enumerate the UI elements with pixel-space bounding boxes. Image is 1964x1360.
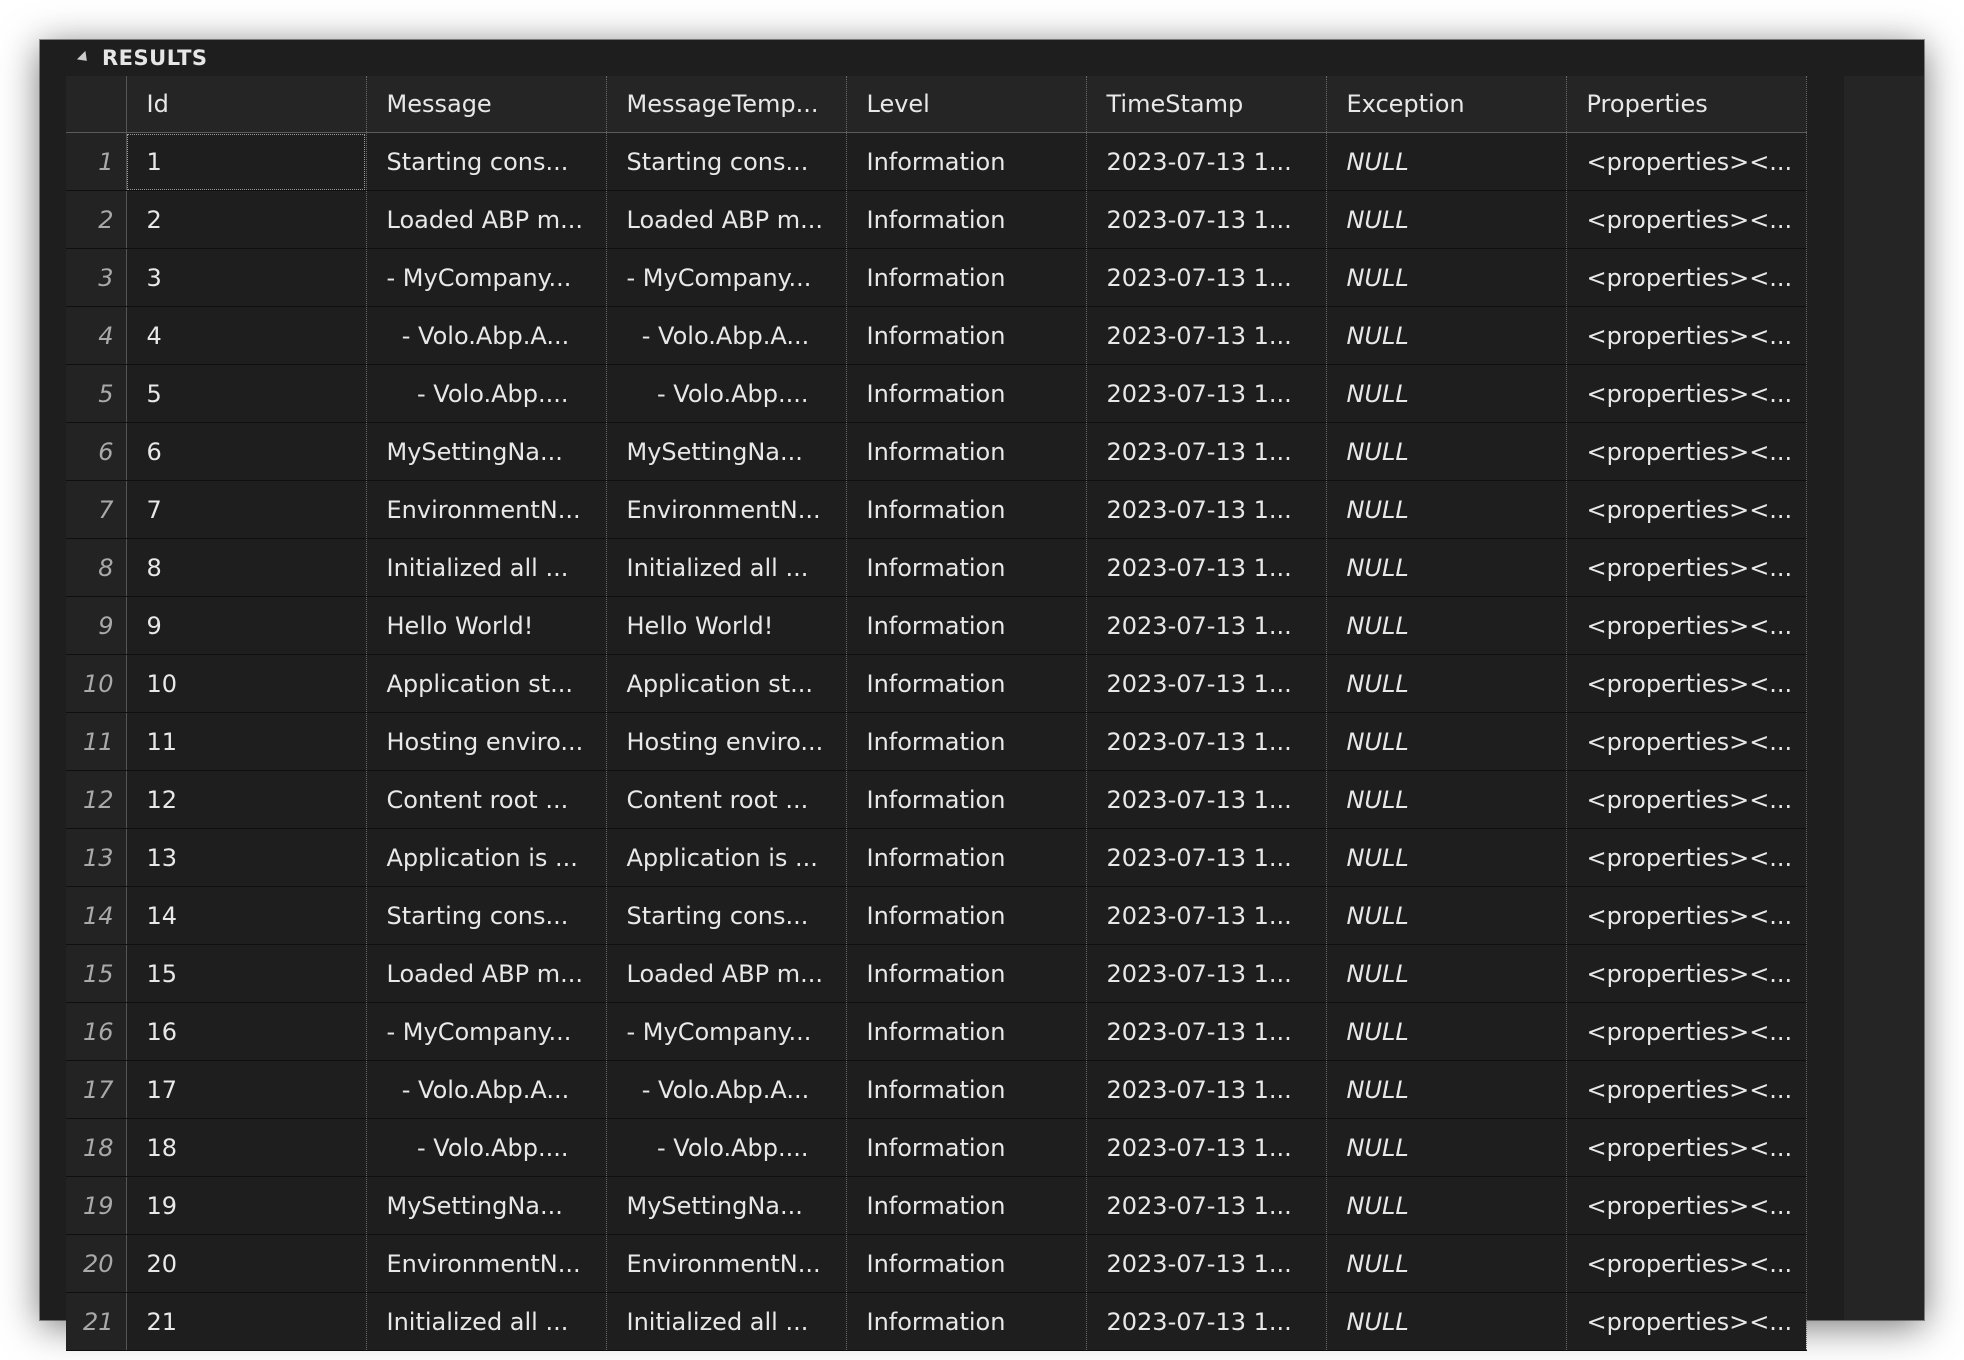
cell-level[interactable]: Information	[846, 1061, 1086, 1119]
table-row[interactable]	[66, 713, 1806, 771]
cell-exception[interactable]: NULL	[1326, 1003, 1566, 1061]
column-header-message[interactable]: Message	[366, 76, 606, 133]
table-row[interactable]	[66, 1235, 1806, 1293]
cell-messagetemplate[interactable]: - Volo.Abp.A...	[606, 307, 846, 365]
row-number-cell: 3	[66, 249, 126, 307]
collapse-caret-icon[interactable]	[77, 51, 91, 65]
table-row[interactable]	[66, 1293, 1806, 1351]
row-number-header	[66, 76, 126, 133]
cell-level[interactable]: Information	[846, 713, 1086, 771]
cell-timestamp[interactable]: 2023-07-13 1...	[1086, 191, 1326, 249]
cell-id[interactable]: 20	[126, 1235, 366, 1293]
cell-id[interactable]: 18	[126, 1119, 366, 1177]
cell-timestamp[interactable]: 2023-07-13 1...	[1086, 1119, 1326, 1177]
cell-properties[interactable]: <properties><...	[1566, 423, 1806, 481]
cell-level[interactable]: Information	[846, 1235, 1086, 1293]
cell-messagetemplate[interactable]: Hello World!	[606, 597, 846, 655]
cell-message[interactable]: Hello World!	[366, 597, 606, 655]
cell-messagetemplate[interactable]: - Volo.Abp....	[606, 1119, 846, 1177]
cell-exception[interactable]: NULL	[1326, 307, 1566, 365]
cell-timestamp[interactable]: 2023-07-13 1...	[1086, 1293, 1326, 1351]
cell-exception[interactable]: NULL	[1326, 481, 1566, 539]
cell-timestamp[interactable]: 2023-07-13 1...	[1086, 365, 1326, 423]
cell-timestamp[interactable]: 2023-07-13 1...	[1086, 249, 1326, 307]
cell-id[interactable]: 10	[126, 655, 366, 713]
row-number-cell: 19	[66, 1177, 126, 1235]
cell-level[interactable]: Information	[846, 597, 1086, 655]
cell-message[interactable]: Initialized all ...	[366, 539, 606, 597]
cell-id[interactable]: 16	[126, 1003, 366, 1061]
cell-id[interactable]: 9	[126, 597, 366, 655]
cell-timestamp[interactable]: 2023-07-13 1...	[1086, 713, 1326, 771]
cell-message[interactable]: Application st...	[366, 655, 606, 713]
table-row[interactable]	[66, 133, 1806, 191]
cell-properties[interactable]: <properties><...	[1566, 887, 1806, 945]
results-window	[40, 40, 1924, 1336]
row-number-cell: 10	[66, 655, 126, 713]
row-number-cell: 14	[66, 887, 126, 945]
cell-exception[interactable]: NULL	[1326, 365, 1566, 423]
column-header-properties[interactable]: Properties	[1566, 76, 1806, 133]
cell-exception[interactable]: NULL	[1326, 829, 1566, 887]
cell-level[interactable]: Information	[846, 481, 1086, 539]
cell-exception[interactable]: NULL	[1326, 249, 1566, 307]
cell-properties[interactable]: <properties><...	[1566, 1061, 1806, 1119]
cell-level[interactable]: Information	[846, 887, 1086, 945]
cell-properties[interactable]: <properties><...	[1566, 597, 1806, 655]
cell-messagetemplate[interactable]: - Volo.Abp....	[606, 365, 846, 423]
row-number-cell: 13	[66, 829, 126, 887]
row-number-cell: 7	[66, 481, 126, 539]
cell-messagetemplate[interactable]: MySettingNa...	[606, 1177, 846, 1235]
cell-messagetemplate[interactable]: Loaded ABP m...	[606, 191, 846, 249]
row-number-cell: 17	[66, 1061, 126, 1119]
cell-properties[interactable]: <properties><...	[1566, 481, 1806, 539]
column-header-exception[interactable]: Exception	[1326, 76, 1566, 133]
column-header-timestamp[interactable]: TimeStamp	[1086, 76, 1326, 133]
table-row[interactable]	[66, 249, 1806, 307]
cell-messagetemplate[interactable]: Initialized all ...	[606, 1293, 846, 1351]
table-row[interactable]	[66, 655, 1806, 713]
cell-level[interactable]: Information	[846, 249, 1086, 307]
cell-message[interactable]: Initialized all ...	[366, 1293, 606, 1351]
row-number-cell: 9	[66, 597, 126, 655]
cell-message[interactable]: Content root ...	[366, 771, 606, 829]
cell-exception[interactable]: NULL	[1326, 1177, 1566, 1235]
cell-messagetemplate[interactable]: Hosting enviro...	[606, 713, 846, 771]
cell-messagetemplate[interactable]: Initialized all ...	[606, 539, 846, 597]
cell-message[interactable]: - Volo.Abp.A...	[366, 1061, 606, 1119]
row-number-cell: 1	[66, 133, 126, 191]
cell-timestamp[interactable]: 2023-07-13 1...	[1086, 539, 1326, 597]
cell-properties[interactable]: <properties><...	[1566, 307, 1806, 365]
results-panel-header[interactable]	[40, 40, 1924, 76]
table-row[interactable]	[66, 1119, 1806, 1177]
cell-timestamp[interactable]: 2023-07-13 1...	[1086, 307, 1326, 365]
cell-properties[interactable]: <properties><...	[1566, 1177, 1806, 1235]
cell-messagetemplate[interactable]: Loaded ABP m...	[606, 945, 846, 1003]
table-row[interactable]	[66, 191, 1806, 249]
cell-timestamp[interactable]: 2023-07-13 1...	[1086, 1177, 1326, 1235]
cell-id[interactable]: 11	[126, 713, 366, 771]
row-number-cell: 15	[66, 945, 126, 1003]
cell-level[interactable]: Information	[846, 423, 1086, 481]
cell-id[interactable]: 13	[126, 829, 366, 887]
row-number-cell: 12	[66, 771, 126, 829]
column-header-messagetemplate[interactable]: MessageTemp...	[606, 76, 846, 133]
cell-exception[interactable]: NULL	[1326, 1119, 1566, 1177]
results-grid[interactable]	[66, 76, 1844, 1336]
cell-timestamp[interactable]: 2023-07-13 1...	[1086, 133, 1326, 191]
table-row[interactable]	[66, 1003, 1806, 1061]
results-title: RESULTS	[102, 46, 208, 70]
cell-properties[interactable]: <properties><...	[1566, 1119, 1806, 1177]
column-header-level[interactable]: Level	[846, 76, 1086, 133]
cell-level[interactable]: Information	[846, 1177, 1086, 1235]
cell-exception[interactable]: NULL	[1326, 597, 1566, 655]
row-number-cell: 16	[66, 1003, 126, 1061]
table-row[interactable]	[66, 423, 1806, 481]
table-row[interactable]	[66, 771, 1806, 829]
cell-timestamp[interactable]: 2023-07-13 1...	[1086, 829, 1326, 887]
cell-timestamp[interactable]: 2023-07-13 1...	[1086, 1003, 1326, 1061]
cell-properties[interactable]: <properties><...	[1566, 1235, 1806, 1293]
cell-message[interactable]: MySettingNa...	[366, 423, 606, 481]
cell-level[interactable]: Information	[846, 1003, 1086, 1061]
table-row[interactable]	[66, 1061, 1806, 1119]
cell-message[interactable]: Application is ...	[366, 829, 606, 887]
row-number-cell: 8	[66, 539, 126, 597]
cell-id[interactable]: 4	[126, 307, 366, 365]
cell-id[interactable]: 3	[126, 249, 366, 307]
cell-id[interactable]: 5	[126, 365, 366, 423]
cell-exception[interactable]: NULL	[1326, 713, 1566, 771]
grid-empty-area	[1844, 76, 1924, 1320]
cell-exception[interactable]: NULL	[1326, 539, 1566, 597]
cell-level[interactable]: Information	[846, 655, 1086, 713]
cell-level[interactable]: Information	[846, 771, 1086, 829]
cell-timestamp[interactable]: 2023-07-13 1...	[1086, 481, 1326, 539]
cell-level[interactable]: Information	[846, 133, 1086, 191]
cell-id[interactable]: 14	[126, 887, 366, 945]
cell-id[interactable]: 8	[126, 539, 366, 597]
cell-timestamp[interactable]: 2023-07-13 1...	[1086, 1235, 1326, 1293]
table-row[interactable]	[66, 829, 1806, 887]
cell-exception[interactable]: NULL	[1326, 133, 1566, 191]
cell-message[interactable]: - MyCompany...	[366, 1003, 606, 1061]
results-table	[66, 76, 1807, 1351]
cell-level[interactable]: Information	[846, 307, 1086, 365]
cell-id[interactable]: 21	[126, 1293, 366, 1351]
table-row[interactable]	[66, 887, 1806, 945]
cell-exception[interactable]: NULL	[1326, 887, 1566, 945]
row-number-cell: 11	[66, 713, 126, 771]
cell-properties[interactable]: <properties><...	[1566, 771, 1806, 829]
cell-level[interactable]: Information	[846, 945, 1086, 1003]
table-row[interactable]	[66, 365, 1806, 423]
row-number-cell: 4	[66, 307, 126, 365]
results-body	[66, 133, 1806, 1351]
table-row[interactable]	[66, 539, 1806, 597]
cell-exception[interactable]: NULL	[1326, 191, 1566, 249]
cell-messagetemplate[interactable]: Application st...	[606, 655, 846, 713]
cell-messagetemplate[interactable]: Starting cons...	[606, 887, 846, 945]
cell-messagetemplate[interactable]: - Volo.Abp.A...	[606, 1061, 846, 1119]
cell-id[interactable]: 19	[126, 1177, 366, 1235]
cell-level[interactable]: Information	[846, 1119, 1086, 1177]
cell-message[interactable]: Loaded ABP m...	[366, 191, 606, 249]
cell-properties[interactable]: <properties><...	[1566, 945, 1806, 1003]
cell-timestamp[interactable]: 2023-07-13 1...	[1086, 655, 1326, 713]
cell-properties[interactable]: <properties><...	[1566, 191, 1806, 249]
cell-message[interactable]: MySettingNa...	[366, 1177, 606, 1235]
cell-message[interactable]: - Volo.Abp.A...	[366, 307, 606, 365]
cell-messagetemplate[interactable]: - MyCompany...	[606, 249, 846, 307]
cell-timestamp[interactable]: 2023-07-13 1...	[1086, 423, 1326, 481]
cell-id[interactable]: 6	[126, 423, 366, 481]
cell-timestamp[interactable]: 2023-07-13 1...	[1086, 1061, 1326, 1119]
cell-messagetemplate[interactable]: EnvironmentN...	[606, 481, 846, 539]
cell-message[interactable]: Starting cons...	[366, 887, 606, 945]
cell-message[interactable]: Loaded ABP m...	[366, 945, 606, 1003]
cell-id[interactable]: 12	[126, 771, 366, 829]
cell-id[interactable]: 7	[126, 481, 366, 539]
cell-properties[interactable]: <properties><...	[1566, 365, 1806, 423]
cell-message[interactable]: - Volo.Abp....	[366, 1119, 606, 1177]
cell-message[interactable]: EnvironmentN...	[366, 1235, 606, 1293]
cell-timestamp[interactable]: 2023-07-13 1...	[1086, 945, 1326, 1003]
cell-properties[interactable]: <properties><...	[1566, 829, 1806, 887]
cell-properties[interactable]: <properties><...	[1566, 713, 1806, 771]
cell-properties[interactable]: <properties><...	[1566, 655, 1806, 713]
table-row[interactable]	[66, 1177, 1806, 1235]
cell-level[interactable]: Information	[846, 539, 1086, 597]
table-row[interactable]	[66, 597, 1806, 655]
cell-message[interactable]: - Volo.Abp....	[366, 365, 606, 423]
cell-exception[interactable]: NULL	[1326, 1235, 1566, 1293]
header-row	[66, 76, 1806, 133]
table-row[interactable]	[66, 481, 1806, 539]
cell-id[interactable]: 2	[126, 191, 366, 249]
cell-properties[interactable]: <properties><...	[1566, 1003, 1806, 1061]
cell-message[interactable]: - MyCompany...	[366, 249, 606, 307]
cell-message[interactable]: EnvironmentN...	[366, 481, 606, 539]
cell-timestamp[interactable]: 2023-07-13 1...	[1086, 771, 1326, 829]
cell-exception[interactable]: NULL	[1326, 423, 1566, 481]
cell-properties[interactable]: <properties><...	[1566, 133, 1806, 191]
cell-level[interactable]: Information	[846, 1293, 1086, 1351]
cell-exception[interactable]: NULL	[1326, 655, 1566, 713]
cell-id[interactable]: 17	[126, 1061, 366, 1119]
cell-messagetemplate[interactable]: Content root ...	[606, 771, 846, 829]
cell-id[interactable]: 15	[126, 945, 366, 1003]
cell-id[interactable]: 1	[126, 133, 366, 191]
cell-exception[interactable]: NULL	[1326, 1293, 1566, 1351]
cell-message[interactable]: Starting cons...	[366, 133, 606, 191]
row-number-cell: 5	[66, 365, 126, 423]
cell-message[interactable]: Hosting enviro...	[366, 713, 606, 771]
table-row[interactable]	[66, 945, 1806, 1003]
cell-messagetemplate[interactable]: Application is ...	[606, 829, 846, 887]
cell-messagetemplate[interactable]: Starting cons...	[606, 133, 846, 191]
row-number-cell: 18	[66, 1119, 126, 1177]
row-number-cell: 21	[66, 1293, 126, 1351]
row-number-cell: 2	[66, 191, 126, 249]
cell-messagetemplate[interactable]: MySettingNa...	[606, 423, 846, 481]
table-row[interactable]	[66, 307, 1806, 365]
cell-properties[interactable]: <properties><...	[1566, 1293, 1806, 1351]
cell-level[interactable]: Information	[846, 829, 1086, 887]
cell-properties[interactable]: <properties><...	[1566, 249, 1806, 307]
column-header-id[interactable]: Id	[126, 76, 366, 133]
cell-messagetemplate[interactable]: - MyCompany...	[606, 1003, 846, 1061]
cell-properties[interactable]: <properties><...	[1566, 539, 1806, 597]
cell-level[interactable]: Information	[846, 365, 1086, 423]
cell-level[interactable]: Information	[846, 191, 1086, 249]
row-number-cell: 20	[66, 1235, 126, 1293]
cell-timestamp[interactable]: 2023-07-13 1...	[1086, 887, 1326, 945]
cell-exception[interactable]: NULL	[1326, 945, 1566, 1003]
cell-exception[interactable]: NULL	[1326, 1061, 1566, 1119]
cell-messagetemplate[interactable]: EnvironmentN...	[606, 1235, 846, 1293]
cell-timestamp[interactable]: 2023-07-13 1...	[1086, 597, 1326, 655]
row-number-cell: 6	[66, 423, 126, 481]
cell-exception[interactable]: NULL	[1326, 771, 1566, 829]
